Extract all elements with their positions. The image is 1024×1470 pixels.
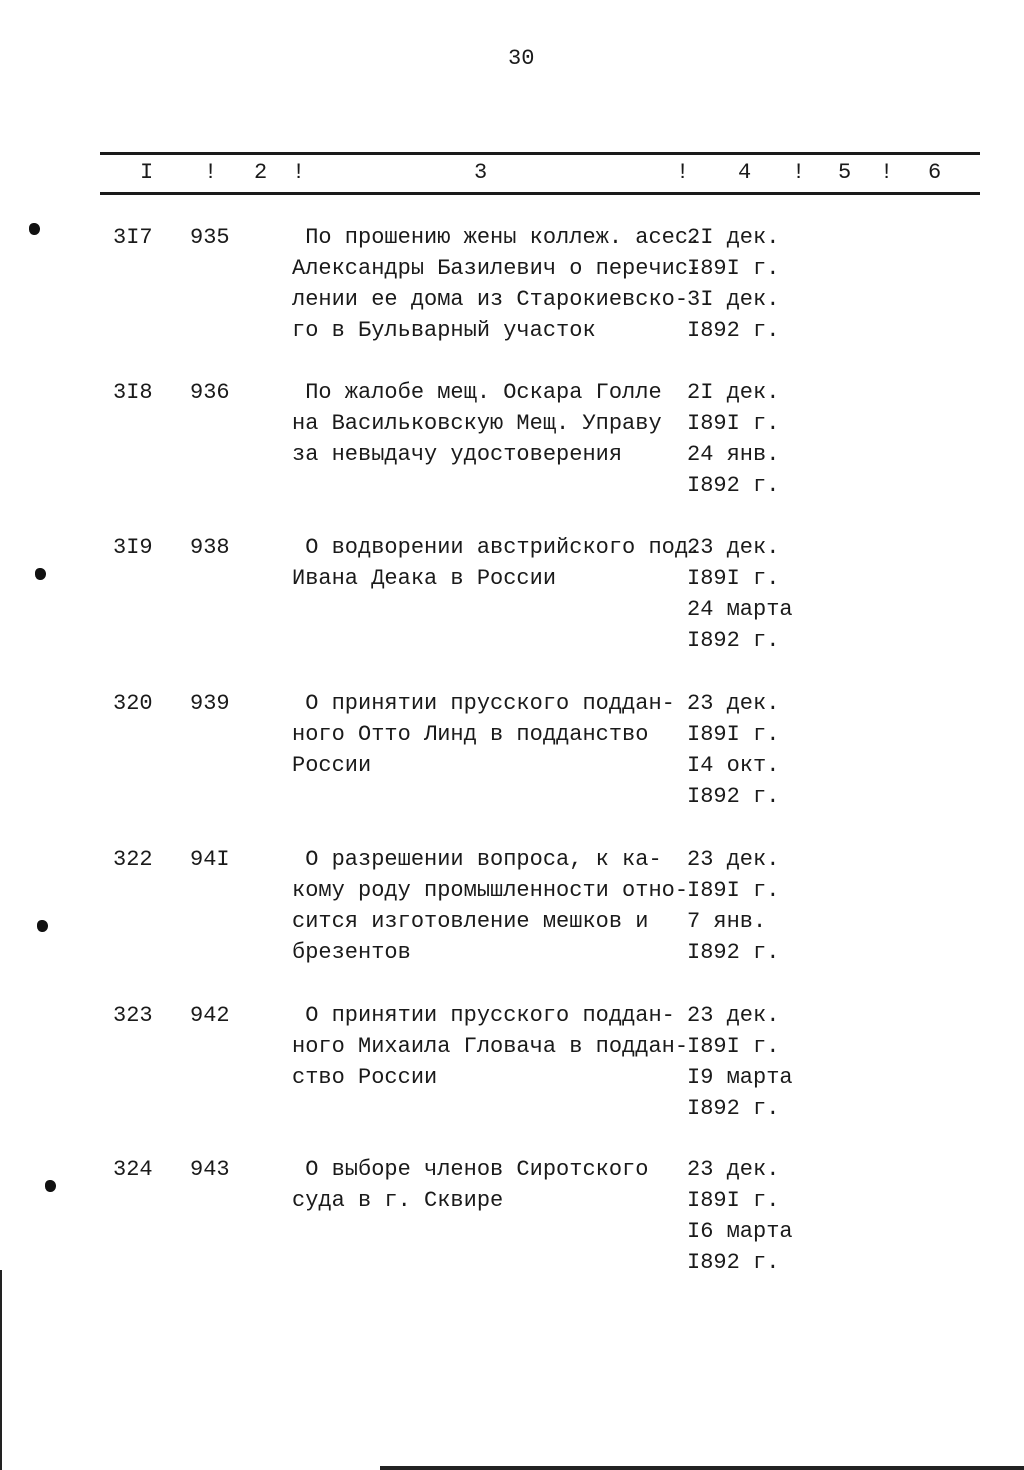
date-line: 23 дек. xyxy=(687,691,780,716)
date-line: 24 марта xyxy=(687,597,793,622)
case-title xyxy=(292,844,688,968)
case-title-line: брезентов xyxy=(292,940,411,965)
date-line: I892 г. xyxy=(687,784,780,809)
column-header-I: I xyxy=(140,160,154,185)
item-number: 324 xyxy=(113,1157,153,1182)
date-line: I89I г. xyxy=(687,1188,780,1213)
date-line: I4 окт. xyxy=(687,753,780,778)
page-bottom-edge xyxy=(380,1466,1024,1470)
case-title-line: О разрешении вопроса, к ка- xyxy=(292,847,662,872)
date-range xyxy=(687,222,779,346)
column-separator: ! xyxy=(204,160,218,185)
column-header-5: 5 xyxy=(838,160,852,185)
case-title-line: ного Михаила Гловача в поддан- xyxy=(292,1034,689,1059)
item-number: 322 xyxy=(113,847,153,872)
case-title-line: го в Бульварный участок xyxy=(292,318,596,343)
date-line: I892 г. xyxy=(687,1096,780,1121)
column-separator: ! xyxy=(792,160,806,185)
date-line: 2I дек. xyxy=(687,380,780,405)
case-title-line: Ивана Деака в России xyxy=(292,566,557,591)
date-line: 23 дек. xyxy=(687,1157,780,1182)
date-range xyxy=(687,688,779,812)
date-line: I892 г. xyxy=(687,628,780,653)
case-title-line: сится изготовление мешков и xyxy=(292,909,649,934)
case-title-line: О принятии прусского поддан- xyxy=(292,691,675,716)
file-number: 935 xyxy=(190,225,230,250)
date-line: 23 дек. xyxy=(687,847,780,872)
date-line: 2I дек. xyxy=(687,225,780,250)
column-separator: ! xyxy=(292,160,306,185)
binder-hole-mark xyxy=(37,920,48,932)
case-title-line: О водворении австрийского под. xyxy=(292,535,702,560)
case-title-line xyxy=(292,625,701,656)
date-line: I6 марта xyxy=(687,1219,793,1244)
case-title xyxy=(292,377,662,501)
case-title-line: ство России xyxy=(292,1065,438,1090)
table-top-rule xyxy=(100,152,980,155)
date-range xyxy=(687,532,793,656)
date-range xyxy=(687,1154,793,1278)
date-line: 3I дек. xyxy=(687,287,780,312)
date-line: I89I г. xyxy=(687,1034,780,1059)
date-line: I9 марта xyxy=(687,1065,793,1090)
case-title-line: России xyxy=(292,753,372,778)
case-title-line: По жалобе мещ. Оскара Голле xyxy=(292,380,662,405)
date-line: I89I г. xyxy=(687,722,780,747)
case-title-line: лении ее дома из Старокиевско- xyxy=(292,287,689,312)
column-header-2: 2 xyxy=(254,160,268,185)
case-title-line: Александры Базилевич о перечис- xyxy=(292,256,702,281)
binder-hole-mark xyxy=(29,223,40,235)
case-title-line: за невыдачу удостоверения xyxy=(292,442,623,467)
binder-hole-mark xyxy=(35,568,46,580)
case-title xyxy=(292,688,675,812)
column-header-3: 3 xyxy=(474,160,488,185)
file-number: 943 xyxy=(190,1157,230,1182)
case-title xyxy=(292,222,701,346)
case-title xyxy=(292,532,701,656)
item-number: 3I9 xyxy=(113,535,153,560)
column-header-4: 4 xyxy=(738,160,752,185)
date-range xyxy=(687,377,779,501)
column-separator: ! xyxy=(676,160,690,185)
case-title-line: суда в г. Сквире xyxy=(292,1188,504,1213)
file-number: 938 xyxy=(190,535,230,560)
case-title-line: кому роду промышленности отно- xyxy=(292,878,689,903)
case-title-line xyxy=(292,1216,648,1247)
case-title xyxy=(292,1154,648,1278)
item-number: 320 xyxy=(113,691,153,716)
column-separator: ! xyxy=(880,160,894,185)
item-number: 323 xyxy=(113,1003,153,1028)
date-line: 7 янв. xyxy=(687,909,767,934)
item-number: 3I7 xyxy=(113,225,153,250)
date-line: 23 дек. xyxy=(687,535,780,560)
date-line: I892 г. xyxy=(687,1250,780,1275)
date-line: I892 г. xyxy=(687,940,780,965)
date-range xyxy=(687,1000,793,1124)
date-line: I89I г. xyxy=(687,256,780,281)
date-line: I892 г. xyxy=(687,473,780,498)
file-number: 939 xyxy=(190,691,230,716)
date-line: I89I г. xyxy=(687,878,780,903)
date-range xyxy=(687,844,779,968)
case-title-line xyxy=(292,1247,648,1278)
case-title-line xyxy=(292,1093,688,1124)
date-line: I892 г. xyxy=(687,318,780,343)
date-line: I89I г. xyxy=(687,411,780,436)
file-number: 942 xyxy=(190,1003,230,1028)
case-title-line xyxy=(292,781,675,812)
case-title-line: на Васильковскую Мещ. Управу xyxy=(292,411,662,436)
case-title-line: О принятии прусского поддан- xyxy=(292,1003,675,1028)
case-title-line xyxy=(292,470,662,501)
file-number: 94I xyxy=(190,847,230,872)
page-number: 30 xyxy=(508,46,535,71)
date-line: 24 янв. xyxy=(687,442,780,467)
case-title-line: ного Отто Линд в подданство xyxy=(292,722,649,747)
table-header-bottom-rule xyxy=(100,192,980,195)
case-title-line: О выборе членов Сиротского xyxy=(292,1157,649,1182)
case-title xyxy=(292,1000,688,1124)
file-number: 936 xyxy=(190,380,230,405)
binder-hole-mark xyxy=(45,1180,56,1192)
page-left-edge xyxy=(0,1270,2,1470)
date-line: I89I г. xyxy=(687,566,780,591)
column-header-6: 6 xyxy=(928,160,942,185)
case-title-line xyxy=(292,594,701,625)
date-line: 23 дек. xyxy=(687,1003,780,1028)
case-title-line: По прошению жены коллеж. асес. xyxy=(292,225,702,250)
item-number: 3I8 xyxy=(113,380,153,405)
